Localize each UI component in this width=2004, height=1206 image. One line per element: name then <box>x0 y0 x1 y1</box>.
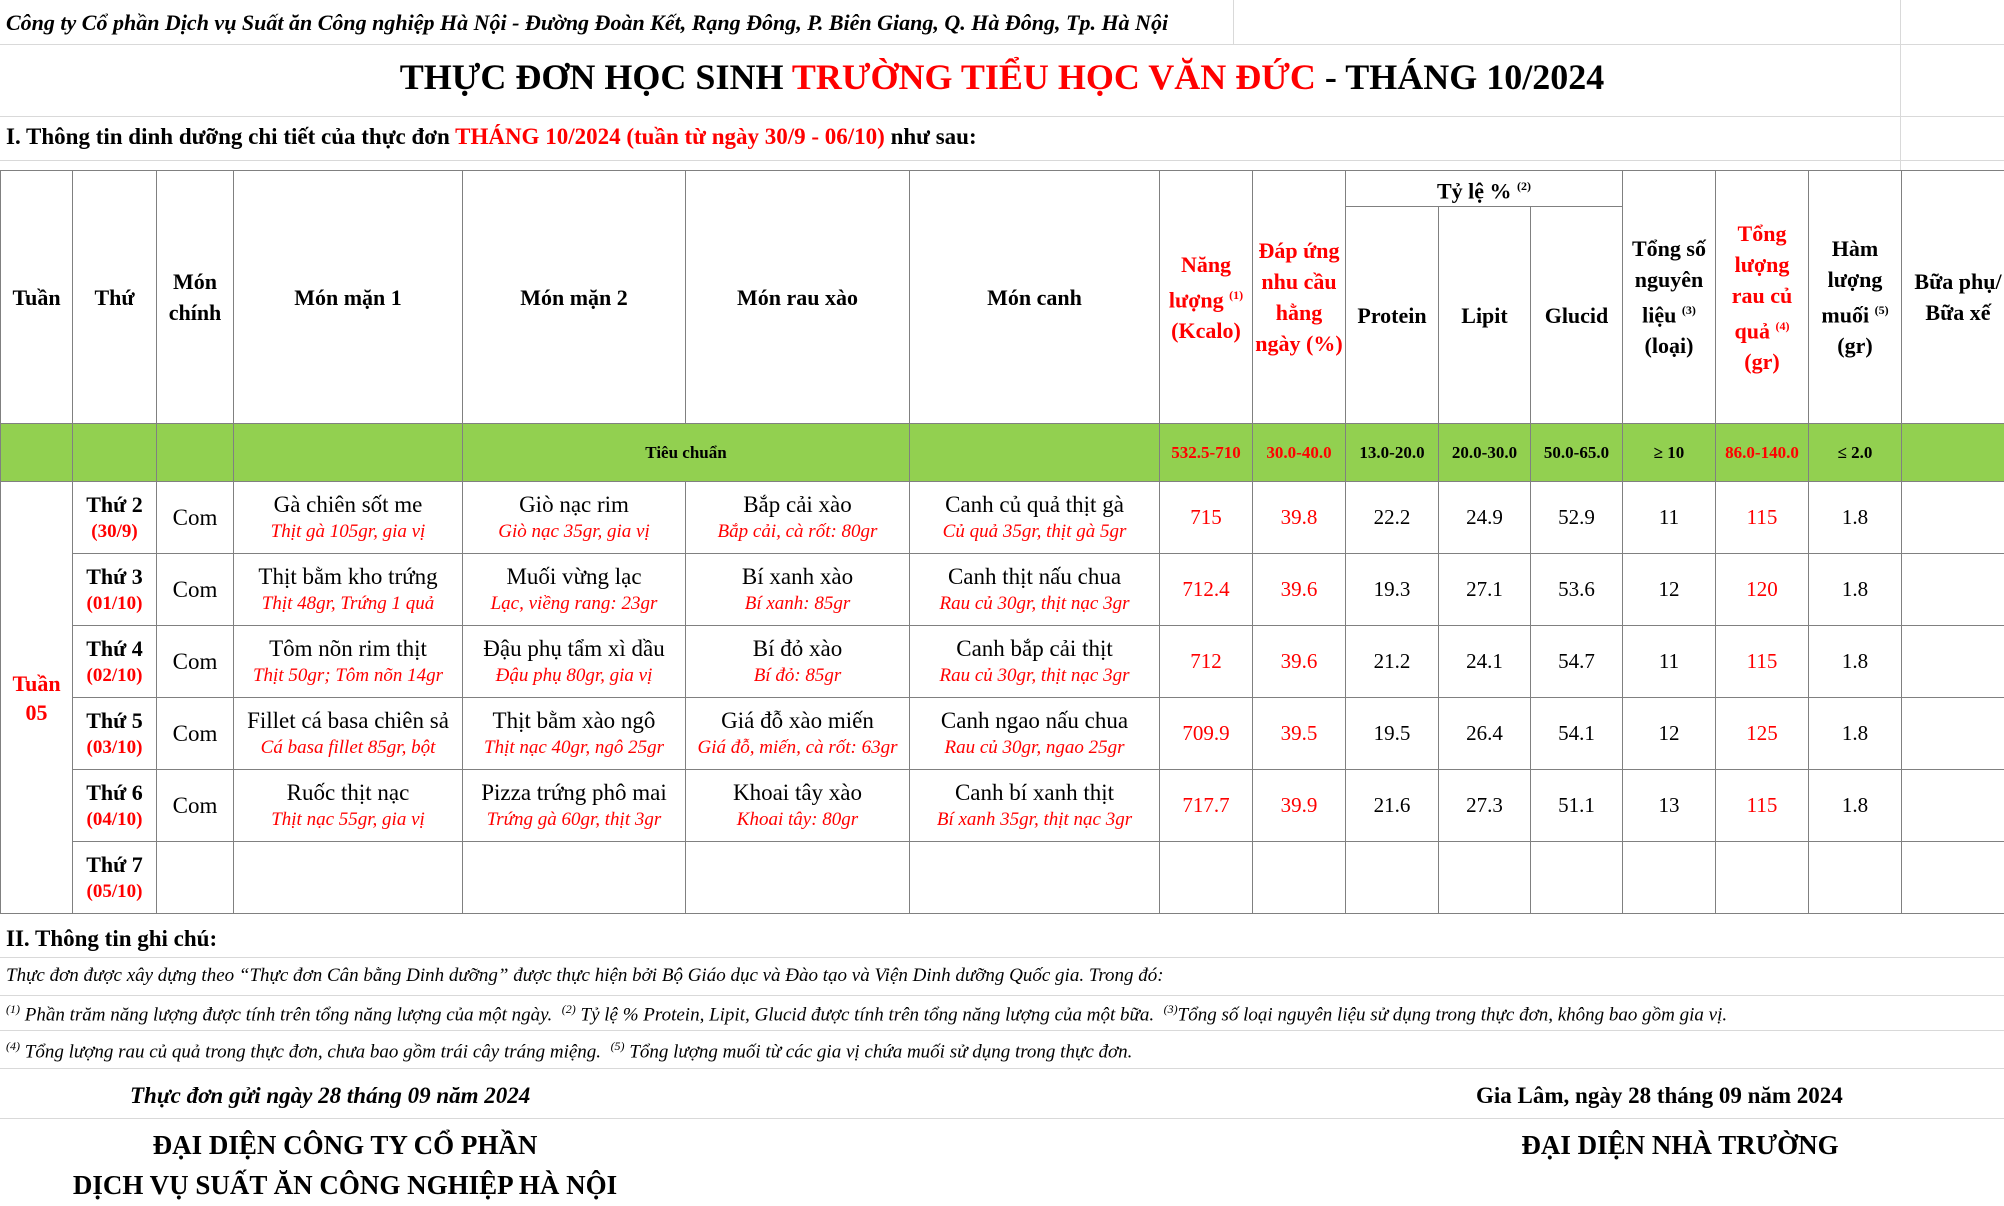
empty-cell <box>463 842 686 914</box>
dish-ingredients: Củ quả 35gr, thịt gà 5gr <box>942 521 1127 543</box>
dish-cell-veg <box>686 626 910 698</box>
dish-cell-salty1 <box>234 770 463 842</box>
empty-cell <box>1902 842 2004 914</box>
dish-name: Muối vừng lạc <box>506 564 642 590</box>
gridline <box>0 1068 2004 1069</box>
empty-cell <box>1253 842 1346 914</box>
sent-date: Thực đơn gửi ngày 28 tháng 09 năm 2024 <box>130 1083 531 1108</box>
dish-name: Bắp cải xào <box>743 492 852 518</box>
value-meet: 39.5 <box>1253 698 1346 770</box>
header-veg-total <box>1716 171 1809 424</box>
dish-cell-salty1 <box>234 554 463 626</box>
section-1-heading <box>6 124 977 150</box>
day-rows <box>1 482 2004 914</box>
dish-name: Bí xanh xào <box>741 564 854 590</box>
header-salt <box>1809 171 1902 424</box>
dish-ingredients: Thịt 50gr; Tôm nõn 14gr <box>252 665 444 687</box>
dish-cell-soup <box>910 626 1160 698</box>
menu-table <box>0 170 2004 914</box>
section-2-heading: II. Thông tin ghi chú: <box>6 926 218 951</box>
value-ingredients: 12 <box>1623 698 1716 770</box>
dish-cell-soup <box>910 698 1160 770</box>
empty-cell <box>1809 842 1902 914</box>
dish-ingredients: Rau củ 30gr, thịt nạc 3gr <box>939 593 1130 615</box>
value-energy: 712.4 <box>1160 554 1253 626</box>
dish-cell-salty1 <box>234 482 463 554</box>
header-week: Tuần <box>1 171 73 424</box>
header-salt-unit: (gr) <box>1837 333 1873 359</box>
value-protein: 22.2 <box>1346 482 1439 554</box>
header-veg-total-sup: (4) <box>1775 318 1790 333</box>
day-row <box>1 626 2004 698</box>
day-date: (02/10) <box>86 664 143 686</box>
value-veg_total: 115 <box>1716 626 1809 698</box>
value-salt: 1.8 <box>1809 626 1902 698</box>
dish-cell-veg <box>686 770 910 842</box>
table-header-row <box>1 171 2004 207</box>
empty-cell <box>1623 842 1716 914</box>
note-sup-4: (4) <box>6 1039 20 1053</box>
standard-veg-total: 86.0-140.0 <box>1716 424 1809 482</box>
dish-ingredients: Thịt 48gr, Trứng 1 quả <box>261 593 435 615</box>
empty-cell <box>910 842 1160 914</box>
header-soup: Món canh <box>910 171 1160 424</box>
value-ingredients: 13 <box>1623 770 1716 842</box>
day-cell <box>73 842 157 914</box>
dish-ingredients: Bí xanh 35gr, thịt nạc 3gr <box>936 809 1133 831</box>
day-date: (01/10) <box>86 592 143 614</box>
day-name: Thứ 2 <box>86 491 143 517</box>
snack-cell <box>1902 554 2004 626</box>
value-salt: 1.8 <box>1809 554 1902 626</box>
dish-name: Ruốc thịt nạc <box>286 780 410 806</box>
standard-protein: 13.0-20.0 <box>1346 424 1439 482</box>
dish-cell-salty2 <box>463 554 686 626</box>
value-energy: 715 <box>1160 482 1253 554</box>
day-name: Thứ 5 <box>86 707 143 733</box>
dish-cell-veg <box>686 698 910 770</box>
empty-cell <box>1716 842 1809 914</box>
main-dish: Com <box>157 770 234 842</box>
main-dish: Com <box>157 554 234 626</box>
value-energy: 717.7 <box>1160 770 1253 842</box>
value-salt: 1.8 <box>1809 698 1902 770</box>
header-snack: Bữa phụ/ Bữa xế <box>1902 171 2004 424</box>
value-energy: 709.9 <box>1160 698 1253 770</box>
company-line: Công ty Cổ phần Dịch vụ Suất ăn Công nghiệp Hà Nội - Đường Đoàn Kết, Rạng Đông, P. Biên Giang, Q. Hà Đông, Tp. Hà Nội <box>6 10 1169 35</box>
value-meet: 39.6 <box>1253 626 1346 698</box>
main-dish: Com <box>157 626 234 698</box>
header-meet: Đáp ứng nhu cầu hằng ngày (%) <box>1253 171 1346 424</box>
dish-name: Đậu phụ tẩm xì dầu <box>483 636 665 662</box>
header-ingredients-unit: (loại) <box>1644 333 1694 359</box>
week-label: Tuần 05 <box>1 482 73 914</box>
value-lipit: 27.3 <box>1439 770 1531 842</box>
value-lipit: 24.1 <box>1439 626 1531 698</box>
gridline <box>0 160 2004 161</box>
value-energy: 712 <box>1160 626 1253 698</box>
day-row <box>1 482 2004 554</box>
header-protein: Protein <box>1346 207 1439 424</box>
dish-name: Bí đỏ xào <box>752 636 843 662</box>
dish-ingredients: Bí xanh: 85gr <box>744 593 851 615</box>
dish-cell-soup <box>910 554 1160 626</box>
header-ratio-sup: (2) <box>1517 179 1532 193</box>
snack-cell <box>1902 770 2004 842</box>
value-lipit: 26.4 <box>1439 698 1531 770</box>
section-1-highlight: THÁNG 10/2024 (tuần từ ngày 30/9 - 06/10) <box>455 124 885 149</box>
value-veg_total: 115 <box>1716 482 1809 554</box>
dish-cell-veg <box>686 554 910 626</box>
header-veg-total-unit: (gr) <box>1744 348 1780 374</box>
header-salty1: Món mặn 1 <box>234 171 463 424</box>
dish-cell-salty2 <box>463 626 686 698</box>
dish-ingredients: Thịt nạc 40gr, ngô 25gr <box>484 737 664 759</box>
day-name: Thứ 3 <box>86 563 143 589</box>
note-5: Tổng lượng muối từ các gia vị chứa muối sử dụng trong thực đơn. <box>629 1041 1133 1063</box>
note-4: Tổng lượng rau củ quả trong thực đơn, chưa bao gồm trái cây tráng miệng. <box>24 1041 602 1063</box>
snack-cell <box>1902 698 2004 770</box>
day-cell <box>73 482 157 554</box>
dish-ingredients: Bí đỏ: 85gr <box>753 665 842 687</box>
value-veg_total: 125 <box>1716 698 1809 770</box>
day-name: Thứ 6 <box>86 779 143 805</box>
header-salt-label: Hàm lượng muối <box>1821 236 1883 328</box>
value-veg_total: 120 <box>1716 554 1809 626</box>
standard-glucid: 50.0-65.0 <box>1531 424 1623 482</box>
dish-ingredients: Cá basa fillet 85gr, bột <box>260 737 436 759</box>
dish-name: Canh bắp cải thịt <box>956 636 1113 662</box>
header-day: Thứ <box>73 171 157 424</box>
header-salt-sup: (5) <box>1874 303 1889 317</box>
day-cell <box>73 554 157 626</box>
value-ingredients: 12 <box>1623 554 1716 626</box>
header-main: Món chính <box>157 171 234 424</box>
value-glucid: 51.1 <box>1531 770 1623 842</box>
day-cell <box>73 770 157 842</box>
dish-name: Pizza trứng phô mai <box>481 780 667 806</box>
note-2: Tỷ lệ % Protein, Lipit, Glucid được tính trên tổng năng lượng của một bữa. <box>580 1004 1155 1026</box>
value-protein: 19.3 <box>1346 554 1439 626</box>
header-lipit: Lipit <box>1439 207 1531 424</box>
dish-name: Tôm nõn rim thịt <box>269 636 427 662</box>
dish-name: Canh bí xanh thịt <box>954 780 1115 806</box>
header-energy-unit: (Kcalo) <box>1171 317 1241 343</box>
note-sup-5: (5) <box>610 1039 625 1053</box>
empty-cell <box>1439 842 1531 914</box>
title-part2: - THÁNG 10/2024 <box>1315 57 1605 97</box>
dish-ingredients: Rau củ 30gr, thịt nạc 3gr <box>939 665 1130 687</box>
dish-name: Giò nạc rim <box>519 492 629 518</box>
dish-name: Gà chiên sốt me <box>273 492 423 518</box>
value-meet: 39.6 <box>1253 554 1346 626</box>
dish-ingredients: Thịt nạc 55gr, gia vị <box>271 809 425 831</box>
day-cell <box>73 626 157 698</box>
standard-energy: 532.5-710 <box>1160 424 1253 482</box>
value-meet: 39.9 <box>1253 770 1346 842</box>
header-ingredients <box>1623 171 1716 424</box>
title-school: TRƯỜNG TIỂU HỌC VĂN ĐỨC <box>791 57 1316 97</box>
dish-name: Giá đỗ xào miến <box>721 708 874 734</box>
dish-name: Thịt bằm kho trứng <box>258 564 438 590</box>
value-salt: 1.8 <box>1809 770 1902 842</box>
sign-company-line-2: DỊCH VỤ SUẤT ĂN CÔNG NGHIỆP HÀ NỘI <box>72 1170 618 1200</box>
dish-cell-salty2 <box>463 482 686 554</box>
header-ratio-label: Tỷ lệ % <box>1436 178 1512 204</box>
dish-cell-salty1 <box>234 626 463 698</box>
note-sup-3: (3) <box>1163 1002 1178 1016</box>
day-row <box>1 842 2004 914</box>
day-date: (05/10) <box>86 880 143 902</box>
value-protein: 19.5 <box>1346 698 1439 770</box>
header-glucid: Glucid <box>1531 207 1623 424</box>
title-part1: THỰC ĐƠN HỌC SINH <box>399 57 792 97</box>
standard-meet: 30.0-40.0 <box>1253 424 1346 482</box>
main-dish: Com <box>157 482 234 554</box>
dish-ingredients: Giá đỗ, miến, cà rốt: 63gr <box>697 737 898 759</box>
value-ingredients: 11 <box>1623 626 1716 698</box>
day-date: (04/10) <box>86 808 143 830</box>
dish-cell-soup <box>910 482 1160 554</box>
header-ingredients-label: Tổng số nguyên liệu <box>1632 236 1706 328</box>
dish-name: Canh củ quả thịt gà <box>945 492 1124 518</box>
value-protein: 21.6 <box>1346 770 1439 842</box>
dish-name: Canh thịt nấu chua <box>947 564 1122 590</box>
dish-name: Khoai tây xào <box>732 780 862 806</box>
header-energy <box>1160 171 1253 424</box>
empty-cell <box>1531 842 1623 914</box>
dish-ingredients: Lạc, viềng rang: 23gr <box>490 593 658 615</box>
day-row <box>1 554 2004 626</box>
dish-ingredients: Khoai tây: 80gr <box>736 809 859 831</box>
snack-cell <box>1902 482 2004 554</box>
header-veg-total-label: Tổng lượng rau củ quả <box>1731 220 1793 343</box>
day-date: (03/10) <box>86 736 143 758</box>
day-row <box>1 698 2004 770</box>
empty-cell <box>1346 842 1439 914</box>
dish-ingredients: Đậu phụ 80gr, gia vị <box>495 665 653 687</box>
day-row <box>1 770 2004 842</box>
header-salty2: Món mặn 2 <box>463 171 686 424</box>
section-1-suffix: như sau: <box>884 124 977 149</box>
value-ingredients: 11 <box>1623 482 1716 554</box>
dish-ingredients: Trứng gà 60gr, thịt 3gr <box>486 809 662 831</box>
section-1-prefix: I. Thông tin dinh dưỡng chi tiết của thực đơn <box>6 124 456 149</box>
value-veg_total: 115 <box>1716 770 1809 842</box>
dish-name: Canh ngao nấu chua <box>940 708 1129 734</box>
standard-label: Tiêu chuẩn <box>463 424 910 482</box>
value-glucid: 52.9 <box>1531 482 1623 554</box>
note-line-2 <box>6 1039 1132 1063</box>
header-energy-label: Năng lượng <box>1168 251 1232 312</box>
dish-ingredients: Rau củ 30gr, ngao 25gr <box>944 737 1125 759</box>
empty-cell <box>234 842 463 914</box>
header-ratio <box>1346 171 1623 207</box>
dish-cell-soup <box>910 770 1160 842</box>
dish-ingredients: Thịt gà 105gr, gia vị <box>270 521 426 543</box>
dish-ingredients: Giò nạc 35gr, gia vị <box>498 521 650 543</box>
gridline <box>0 957 2004 958</box>
standard-lipit: 20.0-30.0 <box>1439 424 1531 482</box>
sign-company-line-1: ĐẠI DIỆN CÔNG TY CỔ PHẦN <box>152 1130 538 1160</box>
sign-school: ĐẠI DIỆN NHÀ TRƯỜNG <box>1521 1130 1839 1160</box>
dish-ingredients: Bắp cải, cà rốt: 80gr <box>717 521 878 543</box>
day-date: (30/9) <box>91 520 138 542</box>
gridline <box>0 995 2004 996</box>
place-date: Gia Lâm, ngày 28 tháng 09 năm 2024 <box>1476 1083 1843 1108</box>
gridline <box>0 1030 2004 1031</box>
dish-cell-veg <box>686 482 910 554</box>
empty-cell <box>1160 842 1253 914</box>
value-glucid: 54.1 <box>1531 698 1623 770</box>
gridline <box>0 116 2004 117</box>
empty-cell <box>686 842 910 914</box>
note-sup-2: (2) <box>561 1002 576 1016</box>
value-glucid: 53.6 <box>1531 554 1623 626</box>
day-name: Thứ 4 <box>86 635 143 661</box>
value-meet: 39.8 <box>1253 482 1346 554</box>
note-1: Phần trăm năng lượng được tính trên tổng năng lượng của một ngày. <box>24 1004 553 1026</box>
standard-salt: ≤ 2.0 <box>1809 424 1902 482</box>
snack-cell <box>1902 626 2004 698</box>
note-3: Tổng số loại nguyên liệu sử dụng trong thực đơn, không bao gồm gia vị. <box>1177 1004 1728 1026</box>
empty-cell <box>157 842 234 914</box>
standard-row <box>1 424 2004 482</box>
note-line-1 <box>6 1002 1727 1026</box>
note-intro: Thực đơn được xây dựng theo “Thực đơn Cân bằng Dinh dưỡng” được thực hiện bởi Bộ Giáo dục và Đào tạo và Viện Dinh dưỡng Quốc gia. Trong đó: <box>6 965 1164 986</box>
header-ingredients-sup: (3) <box>1681 303 1696 317</box>
header-energy-sup: (1) <box>1229 287 1244 302</box>
gridline <box>1233 0 1234 44</box>
note-sup-1: (1) <box>6 1002 20 1016</box>
day-name: Thứ 7 <box>86 851 143 877</box>
value-protein: 21.2 <box>1346 626 1439 698</box>
value-lipit: 27.1 <box>1439 554 1531 626</box>
day-cell <box>73 698 157 770</box>
header-veg: Món rau xào <box>686 171 910 424</box>
dish-name: Fillet cá basa chiên sả <box>247 708 449 734</box>
value-glucid: 54.7 <box>1531 626 1623 698</box>
dish-cell-salty2 <box>463 770 686 842</box>
dish-cell-salty1 <box>234 698 463 770</box>
gridline <box>0 1118 2004 1119</box>
gridline <box>0 44 2004 45</box>
dish-cell-salty2 <box>463 698 686 770</box>
standard-ingredients: ≥ 10 <box>1623 424 1716 482</box>
main-dish: Com <box>157 698 234 770</box>
value-lipit: 24.9 <box>1439 482 1531 554</box>
value-salt: 1.8 <box>1809 482 1902 554</box>
dish-name: Thịt bằm xào ngô <box>492 708 656 734</box>
page-title <box>0 56 2004 98</box>
